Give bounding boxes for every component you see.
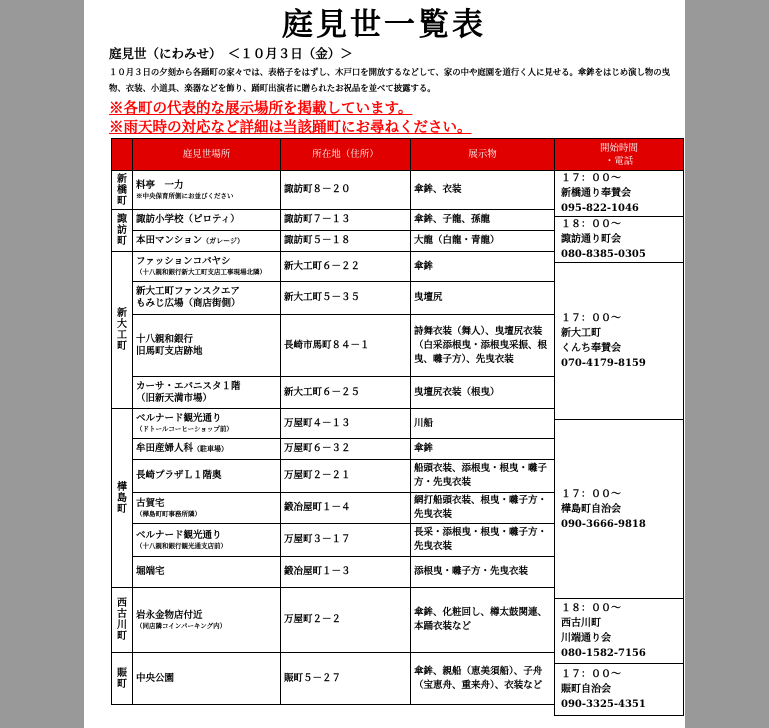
table-row [112, 231, 555, 252]
place-name: 堀端宅 [136, 566, 165, 577]
table-row [112, 409, 555, 439]
contact-table [554, 138, 684, 716]
contact-cell [555, 171, 684, 217]
place-name-line2: （旧新天満市場） [136, 392, 213, 404]
note-representative: ※各町の代表的な展示場所を掲載しています。 [109, 100, 413, 117]
table-row [112, 557, 555, 588]
header-place: 庭見世場所 [133, 139, 281, 171]
place-cell [133, 282, 281, 315]
exhibit-cell: 傘鉾、衣装 [411, 171, 555, 210]
header-phone: ・電話 [604, 155, 634, 167]
place-cell [133, 252, 281, 282]
exhibit-cell: 船頭衣装、添根曳・根曳・囃子方・先曳衣装 [411, 460, 555, 493]
table-row [112, 252, 555, 282]
address-cell: 新大工町５－３５ [281, 282, 411, 315]
table-row [112, 588, 555, 653]
organizer: 樺島町自治会 [561, 503, 621, 515]
contact-row [555, 171, 684, 217]
district-label: 西古川町 [117, 598, 127, 642]
district-name [112, 409, 133, 588]
header-time: 開始時間 [599, 142, 638, 154]
address-cell: 諏訪町７－１３ [281, 210, 411, 231]
left-margin [0, 0, 84, 728]
organizer: 新大工町 [561, 328, 601, 339]
place-name: 十八親和銀行 [136, 333, 194, 345]
place-cell [133, 439, 281, 460]
contact-row [555, 599, 684, 664]
table-row [112, 171, 555, 210]
place-cell [133, 557, 281, 588]
table-row [112, 315, 555, 377]
place-note: （ドトールコーヒーショップ前） [136, 425, 233, 433]
exhibit-cell: 詩舞衣装（舞人）、曳壇尻衣装（白采添根曳・添根曳采振、根曳、囃子方）、先曳衣装 [411, 315, 555, 377]
address-cell: 万屋町３－１７ [281, 524, 411, 557]
organizer-line2: 川端通り会 [561, 633, 611, 644]
organizer: 賑町自治会 [561, 684, 611, 695]
phone-number: 095-822-1046 [561, 203, 639, 214]
address-cell: 万屋町２－２ [281, 588, 411, 653]
exhibit-cell: 大龍（白龍・青龍） [411, 231, 555, 252]
place-name: 長崎プラザＬ１階奥 [136, 470, 222, 481]
header-address: 所在地（住所） [281, 139, 411, 171]
place-name-line2: もみじ広場（商店街側） [136, 298, 241, 309]
table-row [112, 210, 555, 231]
start-time: １７：００～ [561, 313, 621, 324]
place-name: 本田マンション [136, 235, 203, 246]
place-cell [133, 315, 281, 377]
place-note: （ガレージ） [202, 236, 244, 245]
place-name: 新大工町ファンスクエア [136, 286, 240, 297]
place-note: （駐車場） [193, 444, 229, 453]
phone-number: 070-4179-8159 [561, 358, 646, 369]
exhibit-cell: 傘鉾 [411, 439, 555, 460]
exhibit-cell: 長采・添根曳・根曳・囃子方・先曳衣装 [411, 524, 555, 557]
address-cell: 長崎市馬町８４－１ [281, 315, 411, 377]
table-row [112, 493, 555, 524]
phone-number: 090-3325-4351 [561, 699, 646, 710]
address-cell: 万屋町６－３２ [281, 439, 411, 460]
address-cell: 万屋町２－２１ [281, 460, 411, 493]
district-name [112, 210, 133, 252]
place-name: ベルナード観光通り [136, 413, 222, 424]
place-name: 岩永金物店付近 [136, 609, 203, 621]
phone-number: 090-3666-9818 [561, 518, 646, 530]
place-name: 料亭 一力 [136, 179, 184, 191]
district-name [112, 171, 133, 210]
phone-number: 080-8385-0305 [561, 249, 646, 260]
page-title: 庭見世一覧表 [282, 7, 486, 43]
place-note: （同店隣コインパーキング内） [136, 621, 227, 630]
right-margin [685, 0, 769, 728]
district-label: 賑町 [117, 667, 127, 690]
contact-row [555, 664, 684, 716]
address-cell: 賑町５－２７ [281, 653, 411, 705]
table-body [112, 171, 555, 705]
district-name [112, 588, 133, 653]
header-district [112, 139, 133, 171]
place-cell [133, 171, 281, 210]
table-row [112, 282, 555, 315]
district-label: 新橋町 [117, 173, 127, 207]
table-row [112, 653, 555, 705]
exhibit-cell: 傘鉾、子龍、孫龍 [411, 210, 555, 231]
exhibit-cell: 傘鉾 [411, 252, 555, 282]
exhibit-cell: 傘鉾、親船（恵美須船）、子舟（宝恵舟、重来舟）、衣装など [411, 653, 555, 705]
place-cell [133, 493, 281, 524]
place-name: 中央公園 [136, 672, 175, 684]
place-cell [133, 377, 281, 409]
contact-cell [555, 263, 684, 420]
address-cell: 鍛冶屋町１－４ [281, 493, 411, 524]
contact-cell [555, 664, 684, 716]
exhibit-cell: 網打船頭衣装、根曳・囃子方・先曳衣装 [411, 493, 555, 524]
address-cell: 諏訪町８－２０ [281, 171, 411, 210]
header-time-phone [555, 139, 684, 171]
table-row [112, 439, 555, 460]
place-note: （十八親和銀行観光通支店前） [136, 541, 227, 550]
note-rain: ※雨天時の対応など詳細は当該踊町にお尋ねください。 [109, 119, 472, 136]
address-cell: 万屋町４－１３ [281, 409, 411, 439]
place-name: 古賀宅 [136, 497, 165, 509]
place-name-line2: 旧馬町支店跡地 [136, 345, 203, 357]
address-cell: 新大工町６－２５ [281, 377, 411, 409]
phone-number: 080-1582-7156 [561, 648, 646, 659]
organizer: 西古川町 [561, 618, 601, 629]
contact-header [555, 139, 684, 171]
table-row [112, 524, 555, 557]
place-cell [133, 210, 281, 231]
place-cell [133, 653, 281, 705]
place-name: 牟田産婦人科 [136, 443, 194, 454]
contact-row [555, 217, 684, 263]
document-page [84, 0, 684, 728]
date-line: 庭見世（にわみせ） ＜１０月３日（金）＞ [109, 46, 353, 61]
exhibit-cell: 川船 [411, 409, 555, 439]
district-label: 諏訪町 [117, 214, 127, 247]
contact-cell [555, 599, 684, 664]
address-cell: 諏訪町５－１８ [281, 231, 411, 252]
organizer: 諏訪通り町会 [561, 234, 621, 245]
table-row [112, 460, 555, 493]
exhibit-cell: 添根曳・囃子方・先曳衣装 [411, 557, 555, 588]
start-time: １７：００～ [561, 488, 621, 500]
address-cell: 鍛冶屋町１－３ [281, 557, 411, 588]
table-row [112, 377, 555, 409]
header-exhibit: 展示物 [411, 139, 555, 171]
organizer-line2: くんち奉賛会 [561, 343, 621, 354]
start-time: １８：００～ [561, 603, 621, 614]
niwamise-table [111, 138, 555, 705]
district-name [112, 653, 133, 705]
place-cell [133, 409, 281, 439]
start-time: １７：００～ [561, 173, 621, 184]
place-note: ※中央保育所側にお並びください [136, 191, 234, 200]
contact-body [555, 171, 684, 716]
district-label: 樺島町 [117, 481, 127, 515]
place-name: 諏訪小学校（ピロティ） [136, 214, 240, 225]
contact-cell [555, 420, 684, 599]
place-cell [133, 460, 281, 493]
district-label: 新大工町 [117, 308, 127, 352]
place-cell [133, 524, 281, 557]
intro-text: １０月３日の夕刻から各踊町の家々では、表格子をはずし、木戸口を開放するなどして、家の中や庭園を道行く人に見せる。傘鉾をはじめ演し物の曳物、衣装、小道具、楽器などを飾り、踊町出演者に贈られたお祝品を並べて披露する。 [109, 67, 670, 93]
place-cell [133, 231, 281, 252]
organizer: 新橋通り奉賛会 [561, 188, 631, 199]
exhibit-cell: 傘鉾、化粧回し、樽太鼓関連、本踊衣装など [411, 588, 555, 653]
place-note: （樺島町町事務所隣） [136, 509, 201, 518]
exhibit-cell: 曳壇尻衣装（根曳） [411, 377, 555, 409]
contact-row [555, 420, 684, 599]
place-name: カーサ・エバニスタ１階 [136, 380, 241, 392]
place-note: （十八親和銀行新大工町支店工事現場北隣） [136, 268, 266, 276]
place-cell [133, 588, 281, 653]
exhibit-cell: 曳壇尻 [411, 282, 555, 315]
contact-cell [555, 217, 684, 263]
place-name: ベルナード観光通り [136, 529, 222, 541]
contact-row [555, 263, 684, 420]
district-name [112, 252, 133, 409]
table-header [112, 139, 555, 171]
start-time: １８：００～ [561, 219, 621, 230]
place-name: ファッションコバヤシ [136, 256, 231, 267]
address-cell: 新大工町６－２２ [281, 252, 411, 282]
start-time: １７：００～ [561, 669, 621, 680]
